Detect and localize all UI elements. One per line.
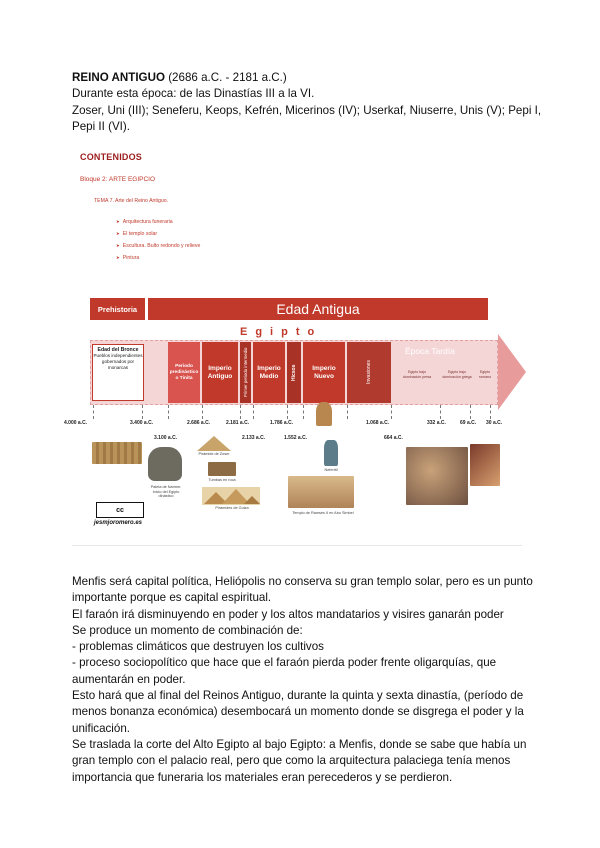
date-label: 69 a.C. xyxy=(460,420,477,426)
body-paragraph: - problemas climáticos que destruyen los cultivos xyxy=(72,640,324,654)
tardia-note-griega: Egipto bajo dominación griega xyxy=(442,370,472,379)
prehistoria-band: Prehistoria xyxy=(90,298,145,320)
contents-slide xyxy=(72,140,512,270)
caption-zoser: Pirámide de Zoser xyxy=(198,452,230,456)
timeline-tick xyxy=(303,405,304,419)
slide-bullet: ➤ El templo solar xyxy=(116,228,200,240)
segment-invasiones xyxy=(347,342,391,403)
body-paragraph: Menfis será capital política, Heliópolis no conserva su gran templo solar, pero es un punto importante porque es capital espiritual. xyxy=(72,575,533,605)
title-bold: REINO ANTIGUO xyxy=(72,71,165,84)
date-label: 1.068 a.C. xyxy=(366,420,390,426)
edad-bronce-text: Pueblos independientes gobernados por monarcas xyxy=(93,353,143,370)
slide-bloque: Bloque 2: ARTE EGIPCIO xyxy=(80,176,156,183)
segment-invasiones-label: Invasiones xyxy=(366,360,372,385)
slide-bullet: ➤ Escultura. Bulto redondo y relieve xyxy=(116,240,200,252)
timeline-tick xyxy=(142,405,143,419)
nefertiti-image xyxy=(324,440,338,466)
body-paragraph: - proceso sociopolítico que hace que el faraón pierda poder frente oligarquías, que aumentarán en poder. xyxy=(72,656,497,686)
tardia-note-persa: Egipto bajo dominación persa xyxy=(402,370,432,379)
date-label: 1.552 a.C. xyxy=(284,435,308,441)
caption-paleta: Paleta de Narmer. Inicio del Egipto dinástico xyxy=(150,485,182,499)
website-label: jesmjoromero.es xyxy=(94,520,143,526)
caption-nefertiti: Nefertiti xyxy=(324,468,338,472)
body-block xyxy=(72,574,542,786)
timeline-arrow-head xyxy=(498,334,526,410)
timeline-tick xyxy=(168,405,169,419)
body-paragraph: Se produce un momento de combinación de: xyxy=(72,623,303,637)
date-label: 1.786 a.C. xyxy=(270,420,294,426)
edad-antigua-band: Edad Antigua xyxy=(148,298,488,320)
timeline-tick xyxy=(470,405,471,419)
segment-periodo-tinita-label: Periodo predinástico o Tinita xyxy=(169,363,199,381)
egipto-label: Egipto xyxy=(240,326,323,338)
header-line-2: Durante esta época: de las Dinastías III a la VI. xyxy=(72,87,315,101)
body-paragraph: El faraón irá disminuyendo en poder y los altos mandatarios y visires ganarán poder xyxy=(72,607,504,621)
edad-bronce-box xyxy=(92,344,144,401)
timeline-tick xyxy=(202,405,203,419)
cc-license-badge: cc xyxy=(96,502,144,518)
segment-imperio-medio xyxy=(253,342,285,403)
body-paragraph: Se traslada la corte del Alto Egipto al bajo Egipto: a Menfis, donde se sabe que había un gran templo con el palacio real, pero que como la arquitectura palaciega tenía menos importancia que funeraria los materiales eran perecederos y se perdieron. xyxy=(72,737,527,784)
timeline-tick xyxy=(490,405,491,419)
timeline-tick xyxy=(253,405,254,419)
segment-periodo-tinita xyxy=(168,342,200,403)
date-label: 332 a.C. xyxy=(427,420,446,426)
timeline-tick xyxy=(347,405,348,419)
date-label: 3.400 a.C. xyxy=(130,420,154,426)
timeline-infographic xyxy=(64,292,530,542)
zoser-pyramid-image xyxy=(193,434,235,452)
caption-abu-simbel: Templo de Ramsés II en Abu Simbel xyxy=(292,511,354,515)
title-line xyxy=(72,70,542,86)
timeline-tick xyxy=(440,405,441,419)
timeline-tick xyxy=(240,405,241,419)
segment-hicsos xyxy=(287,342,301,403)
hieroglyphs-image xyxy=(92,442,142,464)
segment-imperio-nuevo xyxy=(303,342,345,403)
date-label: 3.100 a.C. xyxy=(154,435,178,441)
body-paragraph: Esto hará que al final del Reinos Antiguo, durante la quinta y sexta dinastía, (período de menos bonanza económica) desembocará un momento donde se disgrega el poder y la unificación. xyxy=(72,689,524,735)
title-dates: (2686 a.C. - 2181 a.C.) xyxy=(164,71,287,84)
cleopatra-image xyxy=(470,444,500,486)
segment-imperio-antiguo-label: Imperio Antiguo xyxy=(207,364,233,380)
slide-bullet: ➤ Pintura xyxy=(116,252,200,264)
date-label: 2.686 a.C. xyxy=(187,420,211,426)
date-label: 30 a.C. xyxy=(486,420,503,426)
edad-bronce-title: Edad del Bronce xyxy=(97,347,139,353)
segment-imperio-medio-label: Imperio Medio xyxy=(257,364,281,380)
giza-pyramids-image xyxy=(202,487,260,505)
segment-primer-intermedio-label: Primer periodo intermedio xyxy=(243,347,248,398)
tardia-note-romano: Egipto romano xyxy=(478,370,492,379)
slide-tema: TEMA 7. Arte del Reino Antiguo. xyxy=(94,198,169,204)
date-label: 4.000 a.C. xyxy=(64,420,88,426)
narmer-palette-image xyxy=(148,447,182,481)
segment-imperio-antiguo xyxy=(202,342,238,403)
caption-guiza: Pirámides de Guiza xyxy=(215,506,249,510)
slide-bullets xyxy=(116,216,200,264)
timeline-tick xyxy=(391,405,392,419)
slide-bullet: ➤ Arquitectura funeraria xyxy=(116,216,200,228)
segment-primer-intermedio xyxy=(240,342,251,403)
header-block xyxy=(72,70,542,135)
mosaic-image xyxy=(406,447,468,505)
slide-heading: CONTENIDOS xyxy=(80,152,143,162)
timeline-tick xyxy=(287,405,288,419)
date-label: 2.133 a.C. xyxy=(242,435,266,441)
segment-imperio-nuevo-label: Imperio Nuevo xyxy=(312,364,336,380)
date-label: 2.181 a.C. xyxy=(226,420,250,426)
segment-hicsos-label: Hicsos xyxy=(291,364,297,381)
statue-image xyxy=(316,402,332,426)
date-label: 664 a.C. xyxy=(384,435,403,441)
divider xyxy=(72,545,522,546)
header-line-3: Zoser, Uni (III); Seneferu, Keops, Kefrén, Micerinos (IV); Userkaf, Niuserre, Unis (V); Pepi I, Pepi II (VI). xyxy=(72,103,542,133)
abu-simbel-image xyxy=(288,476,354,508)
timeline-tick xyxy=(93,405,94,419)
epoca-tardia-label: Época Tardía xyxy=(405,346,455,356)
tomb-image xyxy=(208,462,236,476)
caption-tumba: Tumbas en roca xyxy=(208,478,236,482)
